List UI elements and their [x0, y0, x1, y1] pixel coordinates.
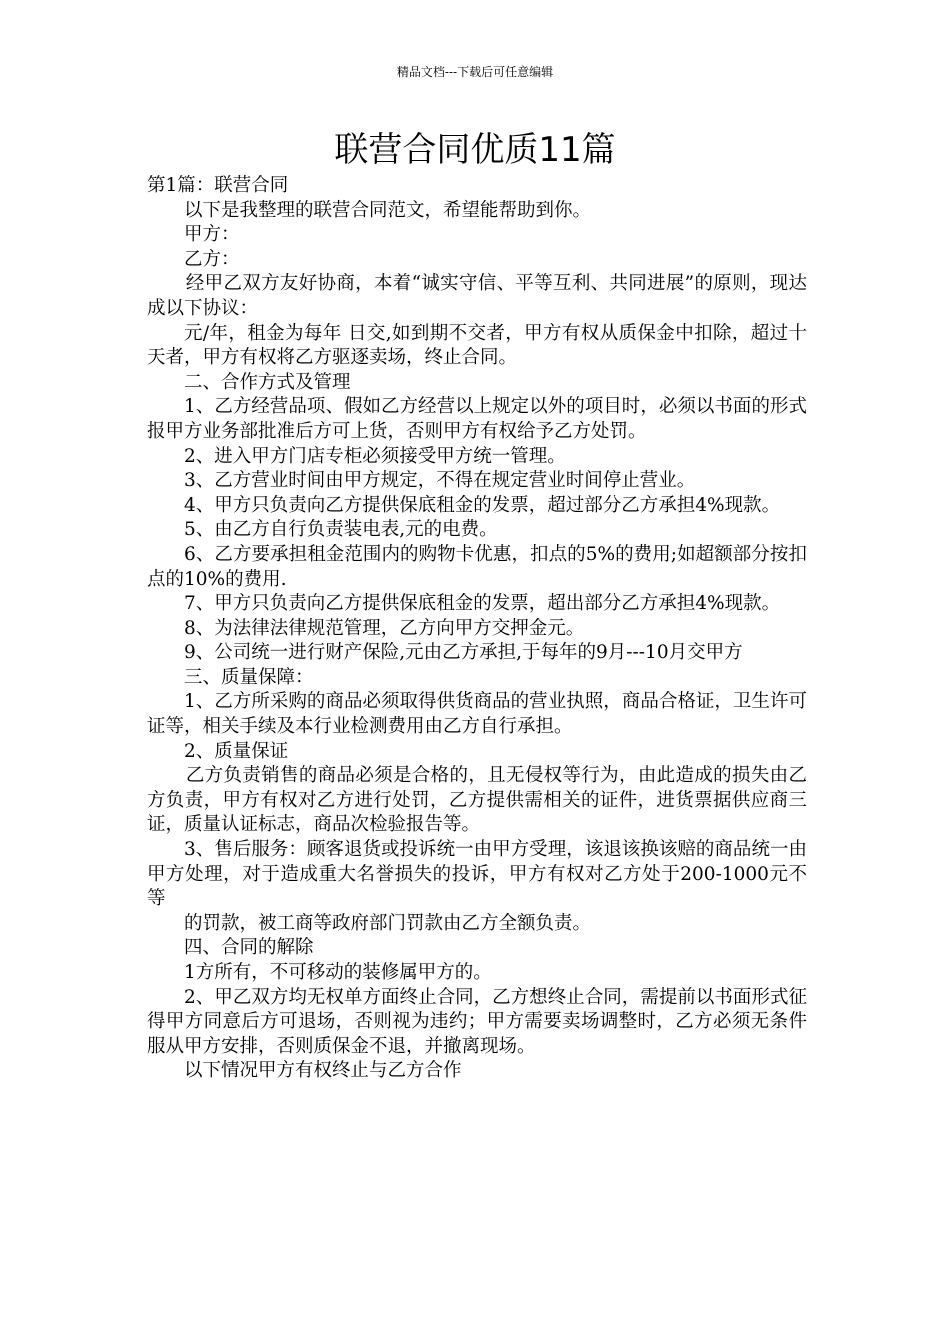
paragraph: 经甲乙双方友好协商，本着“诚实守信、平等互利、共同进展”的原则，现达成以下协议：: [147, 273, 807, 319]
paragraph: 以下是我整理的联营合同范文，希望能帮助到你。: [184, 199, 592, 221]
paragraph: 乙方负责销售的商品必须是合格的，且无侵权等行为，由此造成的损失由乙方负责，甲方有权对乙方进行处罚，乙方提供需相关的证件，进货票据供应商三证，质量认证标志，商品次检验报告等。: [147, 765, 807, 836]
paragraph: 1方所有，不可移动的装修属甲方的。: [184, 962, 492, 983]
paragraph: 以下情况甲方有权终止与乙方合作: [184, 1060, 462, 1082]
paragraph: 8、为法律法律规范管理，乙方向甲方交押金元。: [184, 617, 585, 639]
paragraph: 5、由乙方自行负责装电表,元的电费。: [184, 519, 498, 541]
paragraph: 1、乙方经营品项、假如乙方经营以上规定以外的项目时，必须以书面的形式报甲方业务部批准后方可上货，否则甲方有权给予乙方处罚。: [147, 396, 807, 442]
page-header: 精品文档---下载后可任意编辑: [396, 65, 554, 79]
paragraph: 的罚款，被工商等政府部门罚款由乙方全额负责。: [184, 912, 592, 934]
document-body: [147, 174, 807, 1084]
paragraph: 9、公司统一进行财产保险,元由乙方承担,于每年的9月---10月交甲方: [184, 642, 743, 664]
paragraph: 3、售后服务：顾客退货或投诉统一由甲方受理，该退该换该赔的商品统一由甲方处理，对于造成重大名誉损失的投诉，甲方有权对乙方处于200-1000元不等: [147, 839, 807, 910]
document-title: 联营合同优质11篇: [334, 130, 616, 170]
paragraph: 6、乙方要承担租金范围内的购物卡优惠，扣点的5%的费用;如超额部分按扣点的10%的费用.: [147, 543, 807, 590]
paragraph: 二、合作方式及管理: [184, 371, 351, 393]
paragraph: 2、甲乙双方均无权单方面终止合同，乙方想终止合同，需提前以书面形式征得甲方同意后方可退场，否则视为违约；甲方需要卖场调整时，乙方必须无条件服从甲方安排，否则质保金不退，并撤离现场。: [147, 986, 807, 1057]
paragraph: 4、甲方只负责向乙方提供保底租金的发票，超过部分乙方承担4%现款。: [184, 494, 781, 516]
paragraph: 甲方：: [184, 224, 240, 246]
paragraph: 2、质量保证: [184, 740, 289, 762]
paragraph: 2、进入甲方门店专柜必须接受甲方统一管理。: [184, 445, 566, 467]
paragraph: 乙方：: [184, 248, 240, 270]
paragraph: 3、乙方营业时间由甲方规定，不得在规定营业时间停止营业。: [184, 470, 696, 492]
paragraph: 四、合同的解除: [184, 937, 314, 959]
paragraph: 第1篇：联营合同: [147, 175, 289, 196]
paragraph: 元/年，租金为每年 日交,如到期不交者，甲方有权从质保金中扣除，超过十天者，甲方有权将乙方驱逐卖场，终止合同。: [147, 322, 807, 369]
paragraph: 三、质量保障：: [184, 666, 314, 688]
paragraph: 7、甲方只负责向乙方提供保底租金的发票，超出部分乙方承担4%现款。: [184, 593, 781, 615]
paragraph: 1、乙方所采购的商品必须取得供货商品的营业执照，商品合格证，卫生许可证等，相关手续及本行业检测费用由乙方自行承担。: [147, 691, 807, 738]
